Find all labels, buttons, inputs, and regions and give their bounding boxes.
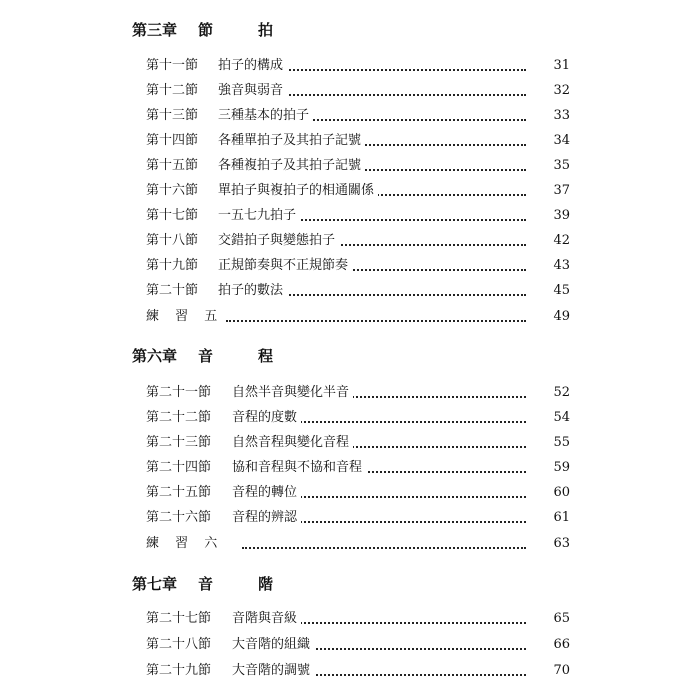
- section-title: 強音與弱音: [218, 80, 287, 102]
- toc-entry[interactable]: [146, 660, 570, 682]
- chapter-title-char: 音: [198, 347, 214, 365]
- section-title: 交錯拍子與變態拍子: [218, 230, 339, 252]
- page-number: 63: [553, 536, 570, 551]
- section-title: 音程的度數: [232, 407, 301, 429]
- page-number: 61: [553, 510, 570, 525]
- toc-entry[interactable]: [146, 205, 570, 227]
- section-title: 三種基本的拍子: [218, 105, 313, 127]
- page-number: 54: [553, 410, 570, 425]
- page-number: 66: [553, 637, 570, 652]
- page-number: 34: [553, 133, 570, 148]
- section-number: 第十五節: [146, 158, 199, 173]
- exercise-label: 練 習 六: [146, 536, 224, 551]
- page-number: 52: [553, 385, 570, 400]
- toc-entry-exercise[interactable]: [146, 533, 570, 555]
- section-number: 第二十八節: [146, 637, 212, 652]
- section-title: 大音階的組織: [232, 634, 314, 656]
- toc-entry[interactable]: [146, 634, 570, 656]
- toc-entry[interactable]: [146, 230, 570, 252]
- toc-entry[interactable]: [146, 432, 570, 454]
- section-title: 正規節奏與不正規節奏: [218, 255, 352, 277]
- page-number: 45: [553, 283, 570, 298]
- chapter-title-char: 階: [258, 575, 274, 593]
- section-title: 拍子的構成: [218, 55, 287, 77]
- page-number: 70: [553, 663, 570, 678]
- toc-entry-exercise[interactable]: [146, 306, 570, 328]
- chapter-title-char: 節: [198, 21, 214, 39]
- toc-entry[interactable]: [146, 407, 570, 429]
- page-number: 37: [553, 183, 570, 198]
- page-number: 60: [553, 485, 570, 500]
- page-number: 65: [553, 611, 570, 626]
- toc-entry[interactable]: [146, 507, 570, 529]
- section-number: 第二十三節: [146, 435, 212, 450]
- section-number: 第十七節: [146, 208, 199, 223]
- toc-entry[interactable]: [146, 280, 570, 302]
- toc-entry[interactable]: [146, 608, 570, 630]
- chapter-label: 第七章: [132, 575, 178, 593]
- section-title: 拍子的數法: [218, 280, 287, 302]
- page-number: 39: [553, 208, 570, 223]
- section-title: 各種複拍子及其拍子記號: [218, 155, 365, 177]
- toc-entry[interactable]: [146, 457, 570, 479]
- section-title: 協和音程與不協和音程: [232, 457, 366, 479]
- toc-entry[interactable]: [146, 482, 570, 504]
- section-title: 各種單拍子及其拍子記號: [218, 130, 365, 152]
- section-title: 大音階的調號: [232, 660, 314, 682]
- section-number: 第二十七節: [146, 611, 212, 626]
- dot-leader: [242, 547, 526, 549]
- chapter-title-char: 拍: [258, 21, 274, 39]
- section-number: 第二十五節: [146, 485, 212, 500]
- dot-leader: [226, 320, 526, 322]
- section-number: 第十六節: [146, 183, 199, 198]
- section-number: 第二十節: [146, 283, 199, 298]
- exercise-label: 練 習 五: [146, 309, 224, 324]
- chapter-label: 第六章: [132, 347, 178, 365]
- section-number: 第十二節: [146, 83, 199, 98]
- section-number: 第十九節: [146, 258, 199, 273]
- chapter-title-char: 程: [258, 347, 274, 365]
- chapter-label: 第三章: [132, 21, 178, 39]
- toc-entry[interactable]: [146, 382, 570, 404]
- section-number: 第十四節: [146, 133, 199, 148]
- section-number: 第十一節: [146, 58, 199, 73]
- chapter-title-char: 音: [198, 575, 214, 593]
- page-number: 42: [553, 233, 570, 248]
- toc-entry[interactable]: [146, 255, 570, 277]
- section-title: 自然半音與變化半音: [232, 382, 353, 404]
- toc-entry[interactable]: [146, 105, 570, 127]
- section-number: 第二十二節: [146, 410, 212, 425]
- page-number: 59: [553, 460, 570, 475]
- page-number: 49: [553, 309, 570, 324]
- toc-entry[interactable]: [146, 130, 570, 152]
- section-title: 單拍子與複拍子的相通關係: [218, 180, 378, 202]
- page-number: 32: [553, 83, 570, 98]
- page-number: 55: [553, 435, 570, 450]
- section-number: 第二十一節: [146, 385, 212, 400]
- section-number: 第十八節: [146, 233, 199, 248]
- section-number: 第二十六節: [146, 510, 212, 525]
- section-title: 音階與音級: [232, 608, 301, 630]
- page-number: 35: [553, 158, 570, 173]
- toc-entry[interactable]: [146, 80, 570, 102]
- toc-entry[interactable]: [146, 55, 570, 77]
- toc-entry[interactable]: [146, 155, 570, 177]
- section-number: 第二十四節: [146, 460, 212, 475]
- page-number: 33: [553, 108, 570, 123]
- section-title: 自然音程與變化音程: [232, 432, 353, 454]
- toc-entry[interactable]: [146, 180, 570, 202]
- section-title: 一五七九拍子: [218, 205, 300, 227]
- section-title: 音程的辨認: [232, 507, 301, 529]
- page-number: 43: [553, 258, 570, 273]
- section-title: 音程的轉位: [232, 482, 301, 504]
- section-number: 第二十九節: [146, 663, 212, 678]
- section-number: 第十三節: [146, 108, 199, 123]
- page-number: 31: [553, 58, 570, 73]
